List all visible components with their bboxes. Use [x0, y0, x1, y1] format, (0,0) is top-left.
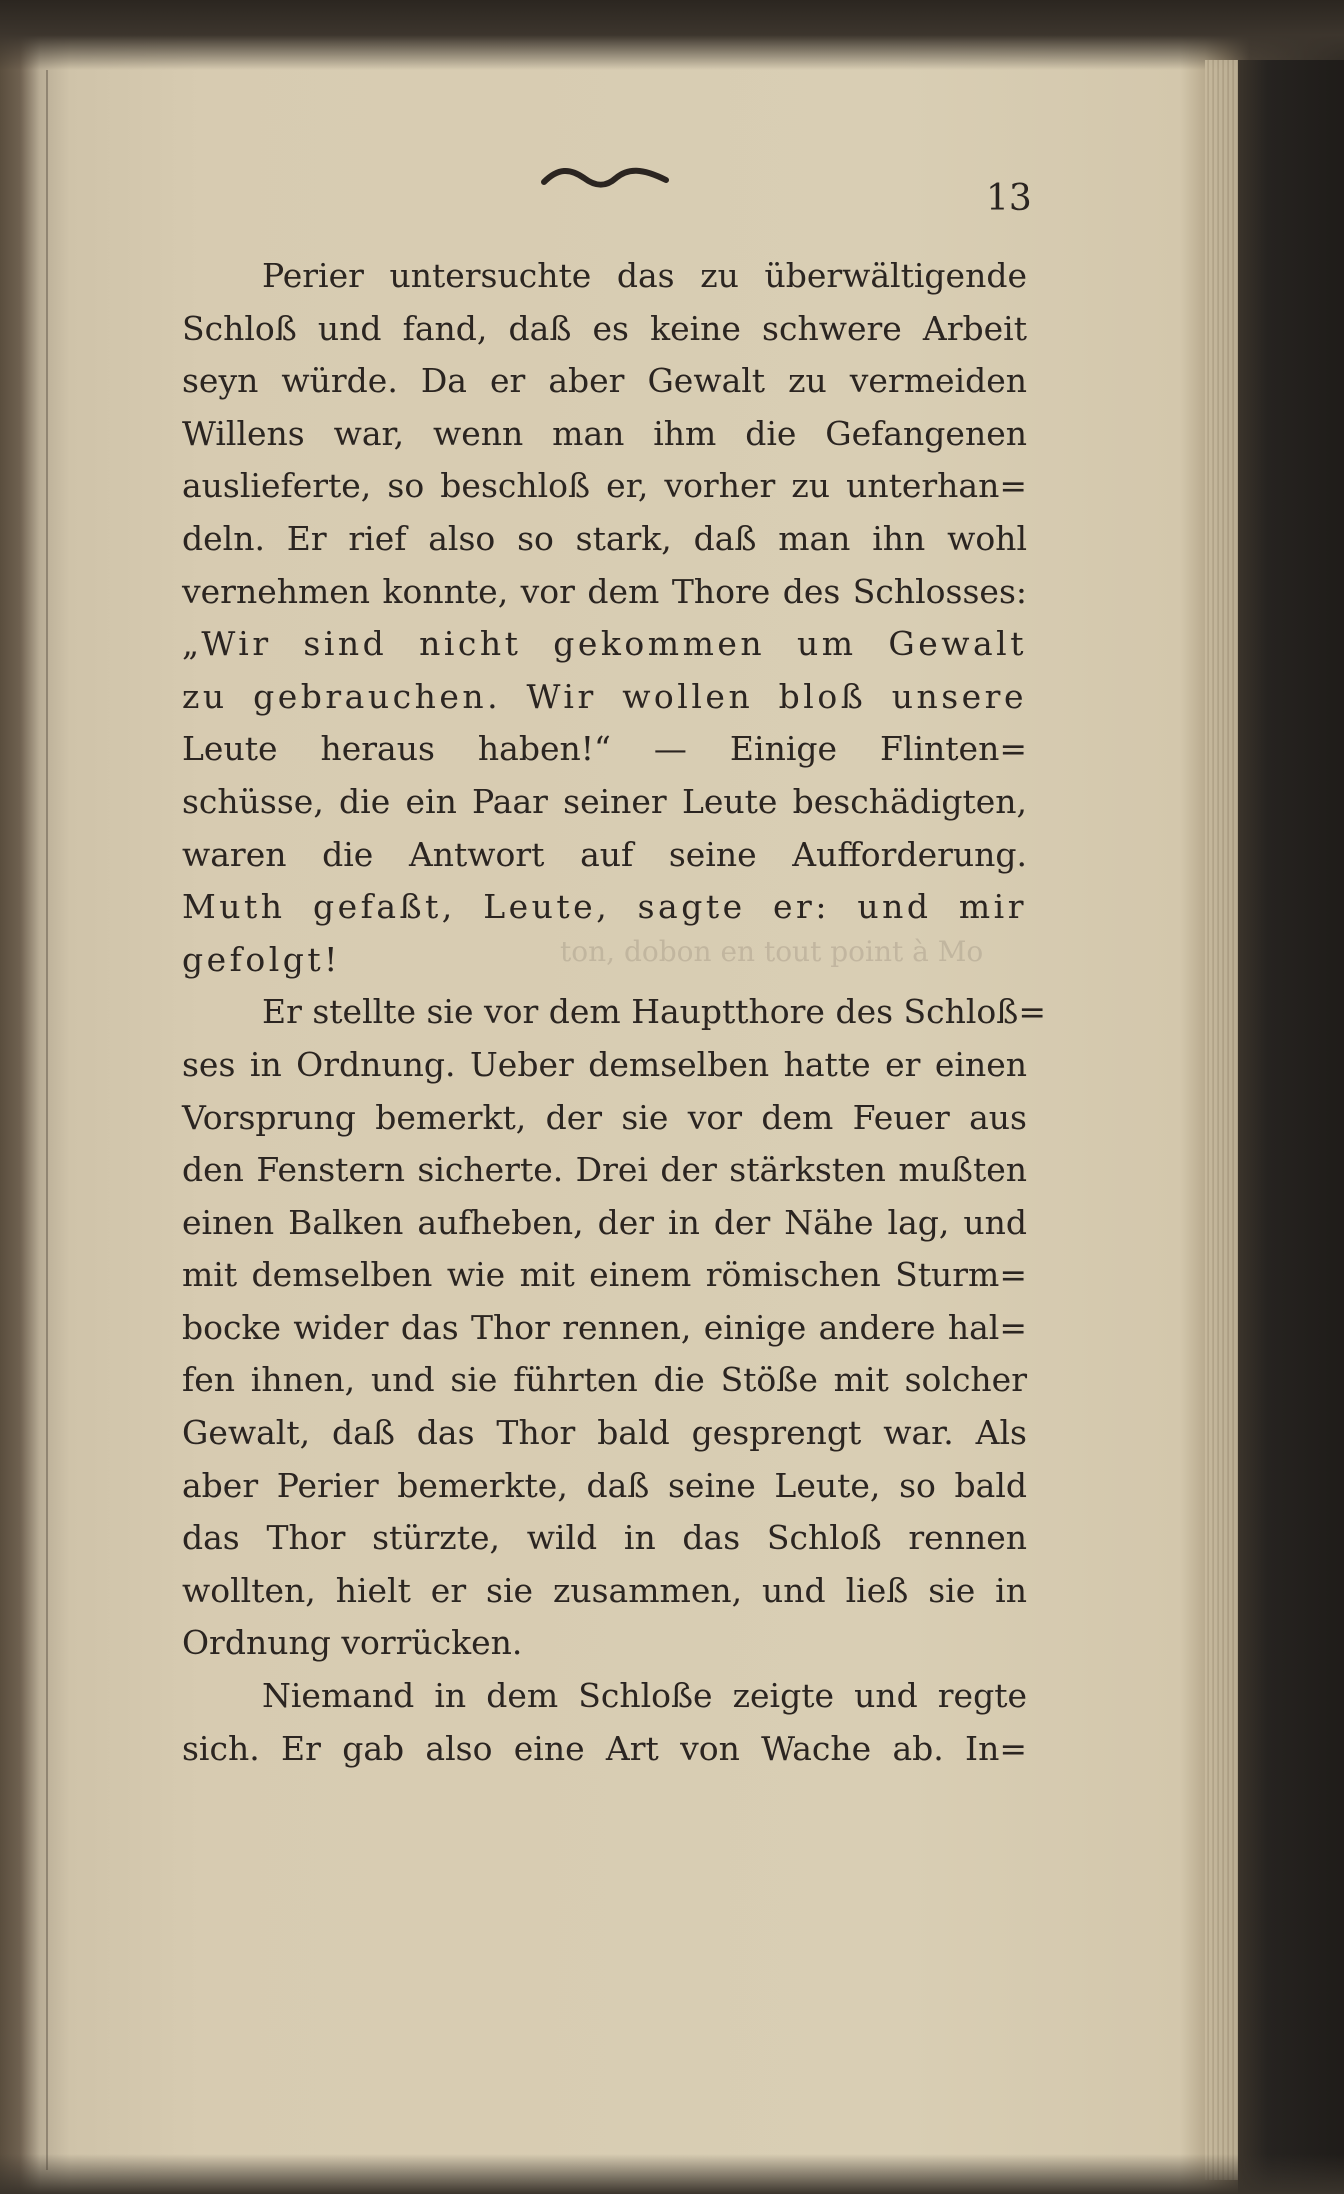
text-line: deln. Er rief also so stark, daß man ihn wohl: [182, 518, 1027, 558]
text-line: Er stellte sie vor dem Hauptthore des Schloß=: [262, 992, 1046, 1032]
bleed-through-text: ton, dobon en tout point à Mo: [560, 935, 984, 968]
bottom-shadow: [0, 2154, 1344, 2194]
page-number: 13: [986, 178, 1032, 219]
text-line: sich. Er gab also eine Art von Wache ab. In=: [182, 1728, 1027, 1768]
text-line: den Fenstern sicherte. Drei der stärksten mußten: [182, 1150, 1027, 1190]
text-line: fen ihnen, und sie führten die Stöße mit solcher: [182, 1360, 1027, 1400]
text-line: Gewalt, daß das Thor bald gesprengt war. Als: [182, 1413, 1027, 1453]
text-line: Muth gefaßt, Leute, sagte er: und mir: [182, 887, 1027, 927]
text-line: wollten, hielt er sie zusammen, und ließ sie in: [182, 1570, 1027, 1610]
text-line: zu gebrauchen. Wir wollen bloß unsere: [182, 676, 1027, 716]
book-cover-board: [1238, 60, 1344, 2194]
text-line: gefolgt!: [182, 939, 341, 979]
text-line: auslieferte, so beschloß er, vorher zu unterhan=: [182, 466, 1027, 506]
gutter-crease: [46, 70, 48, 2170]
top-binding-shadow: [0, 0, 1344, 70]
text-line: schüsse, die ein Paar seiner Leute beschädigten,: [182, 781, 1027, 821]
page-edges: [1205, 60, 1241, 2180]
text-line: aber Perier bemerkte, daß seine Leute, so bald: [182, 1465, 1027, 1505]
text-line: „Wir sind nicht gekommen um Gewalt: [182, 624, 1027, 664]
text-line: Vorsprung bemerkt, der sie vor dem Feuer aus: [182, 1097, 1027, 1137]
text-line: waren die Antwort auf seine Aufforderung.: [182, 834, 1027, 874]
text-line: das Thor stürzte, wild in das Schloß rennen: [182, 1518, 1027, 1558]
text-line: einen Balken aufheben, der in der Nähe lag, und: [182, 1202, 1027, 1242]
text-line: Schloß und fand, daß es keine schwere Arbeit: [182, 308, 1027, 348]
text-line: vernehmen konnte, vor dem Thore des Schlosses:: [182, 571, 1027, 611]
text-line: seyn würde. Da er aber Gewalt zu vermeiden: [182, 361, 1027, 401]
text-line: Niemand in dem Schloße zeigte und regte: [262, 1676, 1027, 1716]
text-line: ses in Ordnung. Ueber demselben hatte er einen: [182, 1044, 1027, 1084]
text-line: bocke wider das Thor rennen, einige andere hal=: [182, 1307, 1027, 1347]
text-line: mit demselben wie mit einem römischen Sturm=: [182, 1255, 1027, 1295]
body-text: [182, 250, 1046, 1775]
text-line: Leute heraus haben!“ — Einige Flinten=: [182, 729, 1027, 769]
text-line: Ordnung vorrücken.: [182, 1623, 523, 1663]
text-line: Perier untersuchte das zu überwältigende: [262, 256, 1027, 295]
tilde-ornament-icon: [540, 160, 670, 200]
text-line: Willens war, wenn man ihm die Gefangenen: [182, 413, 1027, 453]
